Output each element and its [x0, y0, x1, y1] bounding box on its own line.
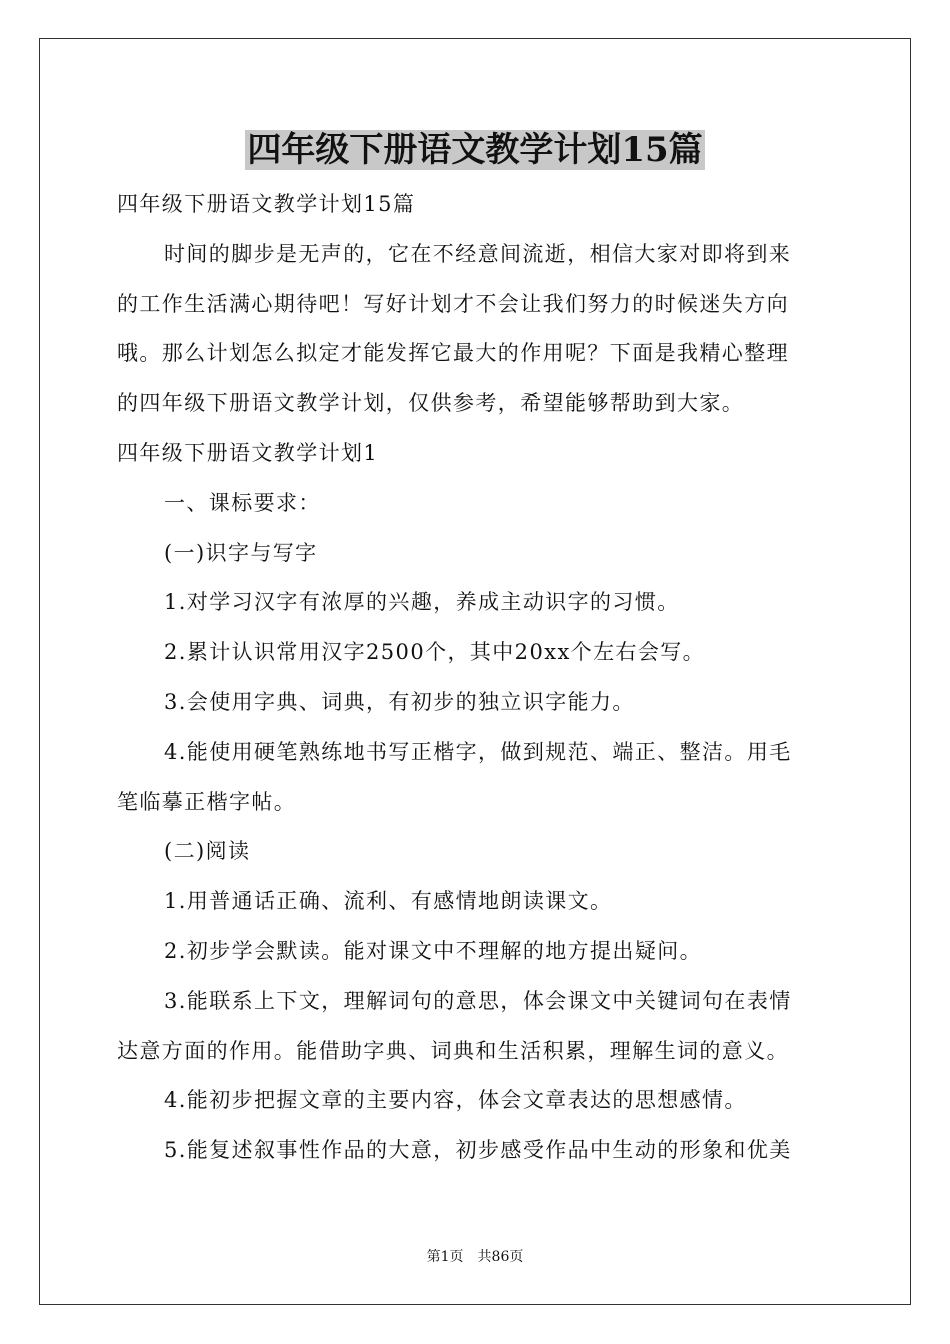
body-line: 笔临摹正楷字帖。 [117, 789, 297, 814]
body-line: (二)阅读 [164, 839, 251, 864]
section-heading: 四年级下册语文教学计划1 [117, 440, 379, 465]
page-number: 第1页 [426, 1249, 464, 1265]
page-footer [0, 1248, 950, 1266]
document-body [117, 180, 833, 1176]
body-line: 1.对学习汉字有浓厚的兴趣，养成主动识字的习惯。 [164, 590, 680, 615]
intro-line: 时间的脚步是无声的，它在不经意间流逝，相信大家对即将到来 [164, 241, 792, 266]
body-line: 2.累计认识常用汉字2500个，其中20xx个左右会写。 [164, 640, 706, 665]
page-total: 共86页 [477, 1249, 524, 1265]
intro-line: 的四年级下册语文教学计划，仅供参考，希望能够帮助到大家。 [117, 391, 745, 416]
document-subtitle: 四年级下册语文教学计划15篇 [117, 192, 416, 216]
body-lines [117, 479, 833, 1176]
body-line: 2.初步学会默读。能对课文中不理解的地方提出疑问。 [164, 938, 703, 963]
document-title [0, 128, 950, 172]
body-line: 3.能联系上下文，理解词句的意思，体会课文中关键词句在表情 [164, 988, 792, 1013]
body-line: 1.用普通话正确、流利、有感情地朗读课文。 [164, 889, 613, 914]
body-line: 一、课标要求： [164, 490, 321, 515]
body-line: 达意方面的作用。能借助字典、词典和生活积累，理解生词的意义。 [117, 1038, 789, 1063]
body-line: (一)识字与写字 [164, 540, 318, 565]
body-line: 4.能使用硬笔熟练地书写正楷字，做到规范、端正、整洁。用毛 [164, 739, 792, 764]
intro-line: 哦。那么计划怎么拟定才能发挥它最大的作用呢？下面是我精心整理 [117, 341, 789, 366]
intro-line: 的工作生活满心期待吧！写好计划才不会让我们努力的时候迷失方向 [117, 291, 789, 316]
body-line: 4.能初步把握文章的主要内容，体会文章表达的思想感情。 [164, 1088, 747, 1113]
body-line: 3.会使用字典、词典，有初步的独立识字能力。 [164, 689, 635, 714]
body-line: 5.能复述叙事性作品的大意，初步感受作品中生动的形象和优美 [164, 1138, 792, 1163]
document-title-text: 四年级下册语文教学计划15篇 [247, 130, 703, 170]
